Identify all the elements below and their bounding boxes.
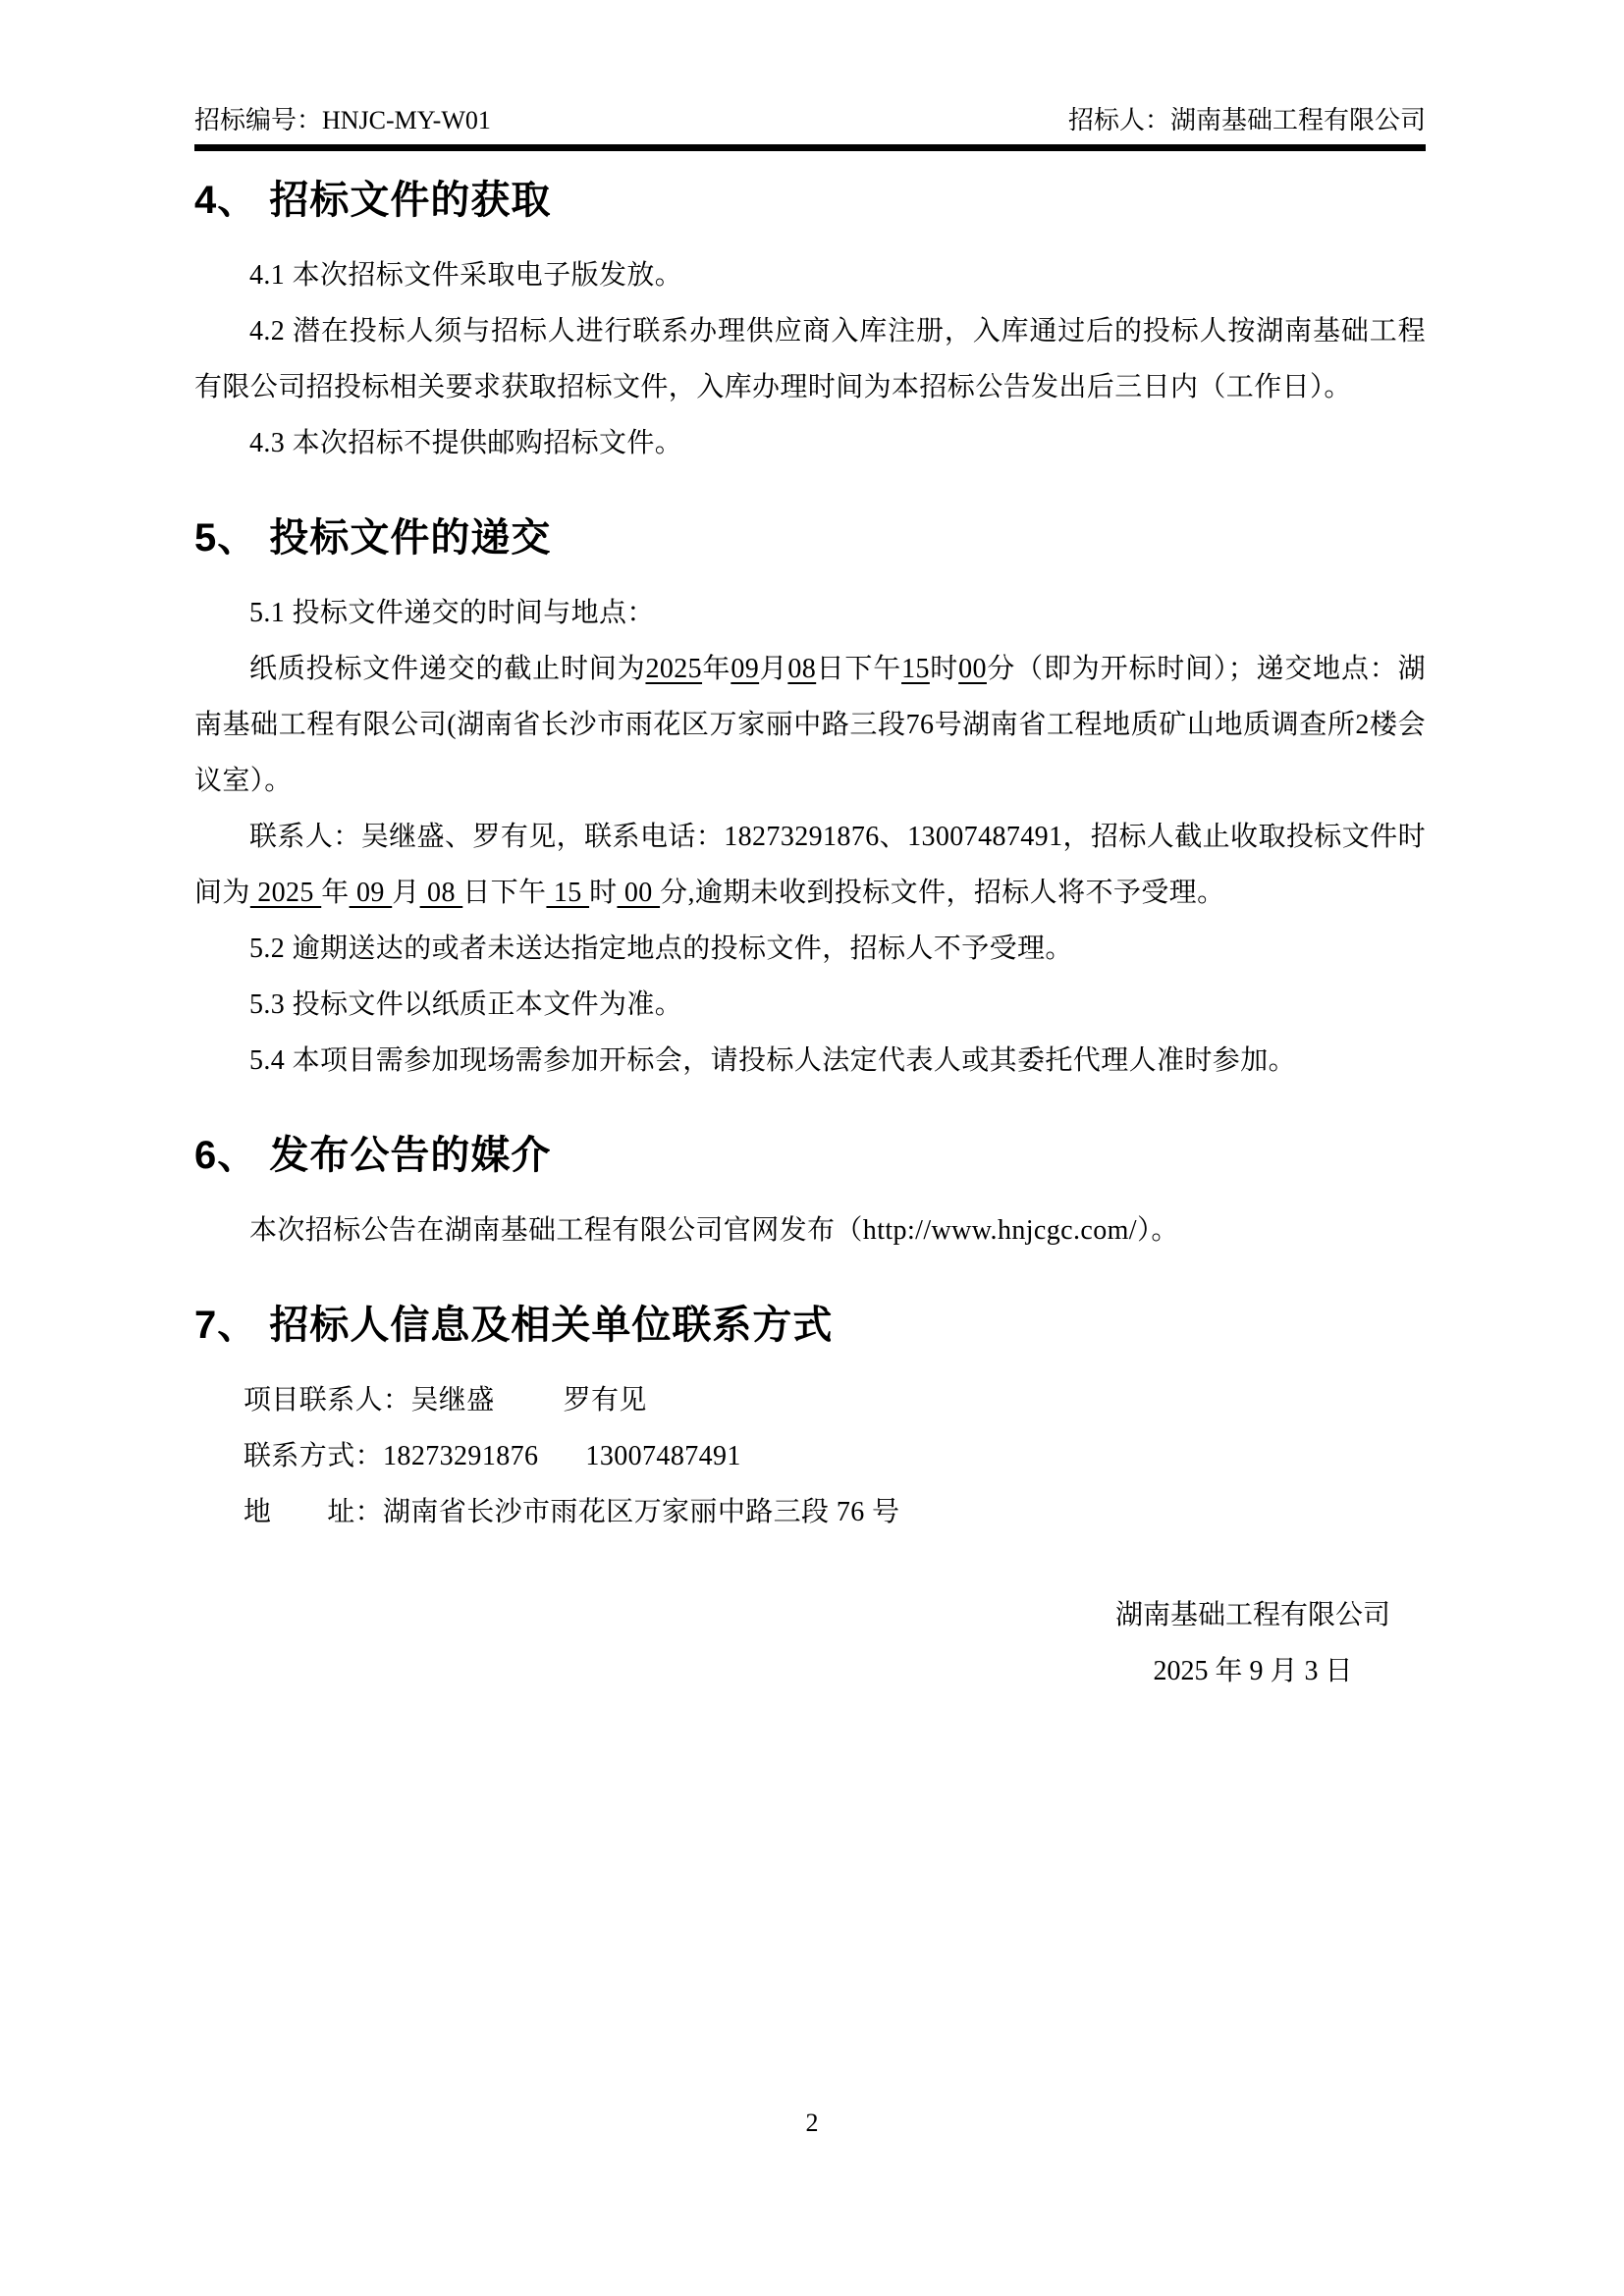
deadline-year: 2025 — [645, 654, 703, 684]
section-7-heading: 7、 招标人信息及相关单位联系方式 — [194, 1304, 834, 1347]
contact-name-1: 吴继盛 — [410, 1385, 495, 1415]
contact-year: 2025 — [249, 878, 322, 908]
contact-phone-1: 18273291876 — [383, 1441, 539, 1471]
paragraph-4-3: 4.3 本次招标不提供邮购招标文件。 — [249, 428, 683, 458]
delivery-location-text: 分（即为开标时间）；递交地点：湖南基础工程有限公司(湖南省长沙市雨花区万家丽中路三段76号湖南省工程地质矿山地质调查所2楼会议室）。 — [194, 654, 1427, 796]
paragraph-5-2: 5.2 逾期送达的或者未送达指定地点的投标文件，招标人不予受理。 — [249, 934, 1073, 964]
contact-minute: 00 — [617, 878, 661, 908]
deadline-month: 09 — [731, 654, 760, 684]
paragraph-4-1: 4.1 本次招标文件采取电子版发放。 — [249, 260, 683, 291]
section-5-heading: 5、 投标文件的递交 — [194, 516, 552, 560]
tender-number: 招标编号：HNJC-MY-W01 — [194, 106, 491, 134]
deadline-minute: 00 — [958, 654, 987, 684]
section-6-heading: 6、 发布公告的媒介 — [194, 1134, 552, 1177]
signature-company: 湖南基础工程有限公司 — [1114, 1600, 1390, 1630]
contact-phones-row — [194, 1428, 1426, 1484]
deadline-day: 08 — [787, 654, 817, 684]
deadline-text: 纸质投标文件递交的截止时间为 — [249, 654, 646, 684]
contact-phones-label: 联系方式： — [244, 1441, 384, 1471]
tenderee-name: 招标人：湖南基础工程有限公司 — [1067, 106, 1426, 134]
contact-hour: 15 — [546, 878, 590, 908]
address-row — [194, 1484, 1426, 1540]
deadline-hour: 15 — [901, 654, 930, 684]
contact-text: 联系人：吴继盛、罗有见，联系电话：18273291876、13007487491，招标人截止收取投标文件时间为 — [194, 822, 1426, 908]
paragraph-deadline: 纸质投标文件递交的截止时间为2025年09月08日下午15时00分（即为开标时间）；递交地点：湖南基础工程有限公司(湖南省长沙市雨花区万家丽中路三段76号湖南省工程地质矿山地质调查所2楼会议室）。 — [194, 654, 1427, 796]
paragraph-5-1: 5.1 投标文件递交的时间与地点： — [249, 598, 655, 628]
paragraph-announcement-media: 本次招标公告在湖南基础工程有限公司官网发布（http://www.hnjcgc.com/）。 — [249, 1215, 1179, 1246]
section-4 — [194, 177, 1426, 471]
page-header — [194, 106, 1426, 151]
section-7 — [194, 1302, 1426, 1540]
project-contacts-label: 项目联系人： — [244, 1385, 411, 1415]
project-contacts-row — [194, 1372, 1426, 1428]
paragraph-5-4: 5.4 本项目需参加现场需参加开标会，请投标人法定代表人或其委托代理人准时参加。 — [249, 1045, 1297, 1076]
contact-name-2: 罗有见 — [563, 1385, 647, 1415]
contact-month: 09 — [349, 878, 393, 908]
section-5 — [194, 514, 1426, 1089]
signature-date: 2025 年 9 月 3 日 — [1153, 1656, 1353, 1686]
address-label: 地 址： — [244, 1497, 384, 1527]
contact-day: 08 — [419, 878, 463, 908]
contact-phone-2: 13007487491 — [585, 1441, 741, 1471]
section-6 — [194, 1132, 1426, 1258]
section-4-heading: 4、 招标文件的获取 — [194, 179, 552, 222]
paragraph-contact-persons: 联系人：吴继盛、罗有见，联系电话：18273291876、13007487491，招标人截止收取投标文件时间为 2025 年 09 月 08 日下午 15 时 00 分,逾期未收到投标文件，招标人将不予受理。 — [194, 822, 1426, 908]
signature-block — [194, 1587, 1426, 1699]
address-value: 湖南省长沙市雨花区万家丽中路三段 76 号 — [383, 1497, 900, 1527]
paragraph-5-3: 5.3 投标文件以纸质正本文件为准。 — [249, 989, 683, 1020]
paragraph-4-2: 4.2 潜在投标人须与招标人进行联系办理供应商入库注册，入库通过后的投标人按湖南基础工程有限公司招投标相关要求获取招标文件，入库办理时间为本招标公告发出后三日内（工作日）。 — [194, 316, 1426, 402]
page-number: 2 — [805, 2109, 819, 2137]
